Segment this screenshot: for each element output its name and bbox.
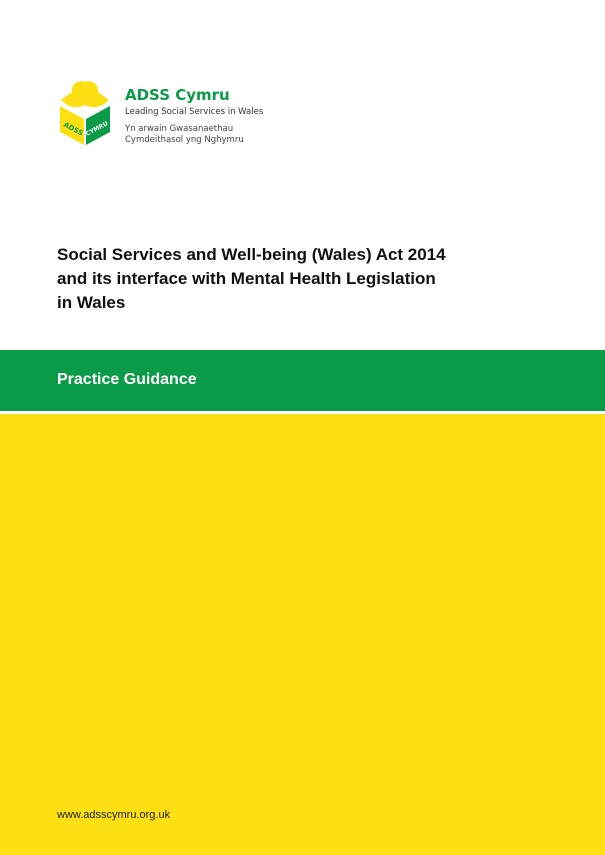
brand-name: ADSS Cymru — [125, 86, 230, 104]
adss-logo — [57, 78, 264, 150]
mark-text-right: CYMRU — [84, 120, 110, 138]
yellow-panel — [0, 414, 605, 855]
document-title-line-3: in Wales — [57, 293, 126, 312]
mark-text-left: ADSS — [62, 120, 85, 138]
document-title-line-2: and its interface with Mental Health Legislation — [57, 269, 436, 288]
brand-tagline-welsh-2: Cymdeithasol yng Nghymru — [125, 135, 244, 145]
document-title-line-1: Social Services and Well-being (Wales) Act 2014 — [57, 245, 446, 264]
footer-url: www.adsscymru.org.uk — [57, 809, 171, 821]
document-title — [57, 243, 527, 315]
brand-tagline-welsh-1: Yn arwain Gwasanaethau — [125, 124, 234, 134]
band-label: Practice Guidance — [57, 371, 197, 388]
brand-tagline: Leading Social Services in Wales — [125, 107, 264, 117]
adss-logo-mark-icon — [57, 78, 113, 148]
green-band — [0, 350, 605, 411]
